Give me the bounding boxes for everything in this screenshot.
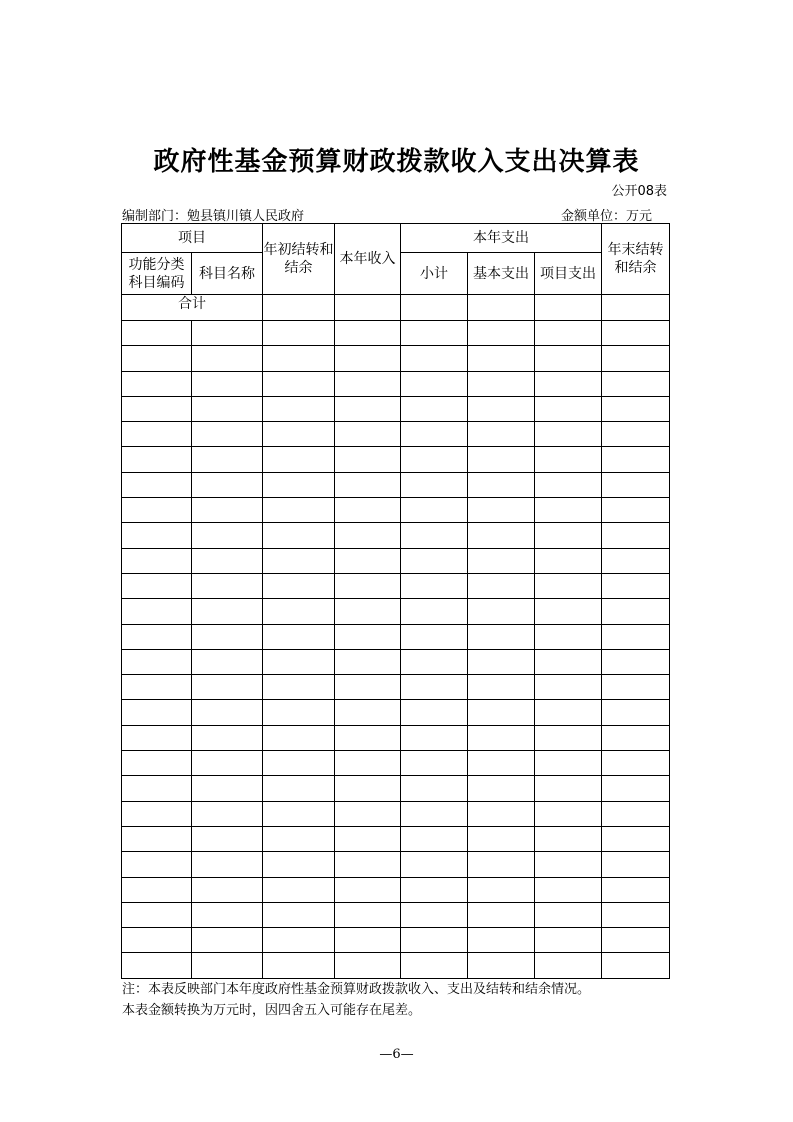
table-cell (401, 751, 468, 776)
table-cell (122, 573, 192, 598)
table-cell (401, 472, 468, 497)
table-row (122, 649, 670, 674)
table-row (122, 573, 670, 598)
table-cell (468, 953, 535, 978)
table-row (122, 624, 670, 649)
table-cell (535, 321, 602, 346)
table-cell (122, 599, 192, 624)
table-cell (602, 396, 670, 421)
table-cell (401, 649, 468, 674)
header-basic-exp: 基本支出 (468, 253, 535, 295)
table-cell (263, 573, 335, 598)
table-cell (535, 928, 602, 953)
table-cell (192, 725, 263, 750)
table-cell (535, 902, 602, 927)
table-cell (401, 573, 468, 598)
table-cell (263, 498, 335, 523)
table-cell (192, 599, 263, 624)
page-title: 政府性基金预算财政拨款收入支出决算表 (153, 147, 640, 177)
table-cell (122, 852, 192, 877)
table-cell (263, 725, 335, 750)
table-cell (122, 371, 192, 396)
table-cell (192, 321, 263, 346)
table-cell (122, 928, 192, 953)
table-cell (602, 346, 670, 371)
table-cell (335, 675, 401, 700)
table-cell (192, 675, 263, 700)
table-row (122, 725, 670, 750)
table-notes (122, 979, 590, 1021)
table-cell (335, 599, 401, 624)
table-cell (602, 548, 670, 573)
table-cell (602, 725, 670, 750)
table-cell (535, 700, 602, 725)
table-cell (535, 523, 602, 548)
table-cell (122, 624, 192, 649)
total-cell (468, 295, 535, 321)
table-cell (192, 422, 263, 447)
table-cell (335, 953, 401, 978)
table-row (122, 523, 670, 548)
table-cell (401, 371, 468, 396)
table-cell (401, 447, 468, 472)
table-row (122, 498, 670, 523)
total-cell (401, 295, 468, 321)
table-cell (535, 599, 602, 624)
table-cell (602, 700, 670, 725)
table-cell (122, 725, 192, 750)
table-row (122, 321, 670, 346)
table-cell (192, 776, 263, 801)
amount-unit: 金额单位：万元 (560, 209, 652, 224)
table-row (122, 852, 670, 877)
table-cell (192, 826, 263, 851)
table-cell (122, 649, 192, 674)
table-cell (535, 801, 602, 826)
table-cell (335, 649, 401, 674)
table-cell (122, 498, 192, 523)
table-cell (192, 751, 263, 776)
table-cell (263, 346, 335, 371)
table-cell (335, 725, 401, 750)
table-cell (192, 649, 263, 674)
table-cell (535, 776, 602, 801)
table-cell (401, 599, 468, 624)
table-cell (335, 902, 401, 927)
table-cell (468, 321, 535, 346)
table-cell (468, 472, 535, 497)
table-cell (602, 877, 670, 902)
table-cell (401, 852, 468, 877)
table-cell (401, 346, 468, 371)
table-cell (535, 498, 602, 523)
table-row (122, 422, 670, 447)
total-label: 合计 (122, 295, 263, 321)
header-subtotal: 小计 (401, 253, 468, 295)
table-row (122, 801, 670, 826)
table-cell (401, 422, 468, 447)
total-cell (535, 295, 602, 321)
table-cell (263, 928, 335, 953)
table-cell (122, 523, 192, 548)
table-cell (263, 902, 335, 927)
table-row (122, 675, 670, 700)
table-cell (468, 346, 535, 371)
table-row (122, 751, 670, 776)
table-cell (602, 422, 670, 447)
table-cell (263, 599, 335, 624)
table-cell (468, 649, 535, 674)
table-cell (263, 472, 335, 497)
table-cell (192, 953, 263, 978)
table-cell (122, 472, 192, 497)
header-expenditure: 本年支出 (401, 224, 602, 253)
header-subject-name: 科目名称 (192, 253, 263, 295)
table-cell (401, 321, 468, 346)
table-row (122, 928, 670, 953)
table-cell (401, 928, 468, 953)
table-cell (263, 675, 335, 700)
table-cell (401, 624, 468, 649)
table-cell (122, 396, 192, 421)
table-cell (401, 396, 468, 421)
table-cell (401, 953, 468, 978)
table-cell (602, 902, 670, 927)
table-cell (468, 422, 535, 447)
note-line: 本表金额转换为万元时，因四舍五入可能存在尾差。 (122, 1003, 422, 1018)
table-cell (468, 675, 535, 700)
table-cell (468, 801, 535, 826)
header-closing-balance: 年末结转和结余 (602, 224, 670, 295)
table-cell (602, 321, 670, 346)
table-cell (263, 321, 335, 346)
table-cell (335, 573, 401, 598)
table-cell (468, 928, 535, 953)
table-cell (263, 751, 335, 776)
table-cell (468, 573, 535, 598)
table-cell (335, 523, 401, 548)
table-cell (468, 624, 535, 649)
table-cell (263, 422, 335, 447)
table-cell (335, 928, 401, 953)
table-cell (535, 826, 602, 851)
table-cell (535, 852, 602, 877)
table-cell (122, 751, 192, 776)
table-cell (122, 675, 192, 700)
table-cell (192, 877, 263, 902)
page-number: —6— (379, 1047, 414, 1062)
table-cell (468, 447, 535, 472)
table-row (122, 396, 670, 421)
table-cell (263, 447, 335, 472)
table-cell (335, 776, 401, 801)
table-cell (263, 371, 335, 396)
total-row (122, 295, 670, 321)
table-row (122, 826, 670, 851)
table-cell (535, 548, 602, 573)
table-cell (535, 649, 602, 674)
table-cell (602, 928, 670, 953)
table-cell (122, 826, 192, 851)
table-row (122, 346, 670, 371)
table-cell (535, 371, 602, 396)
table-cell (192, 371, 263, 396)
table-cell (192, 346, 263, 371)
table-cell (335, 346, 401, 371)
table-cell (535, 675, 602, 700)
table-cell (122, 801, 192, 826)
table-cell (602, 447, 670, 472)
table-cell (602, 776, 670, 801)
table-cell (401, 877, 468, 902)
table-cell (192, 396, 263, 421)
total-cell (263, 295, 335, 321)
table-cell (192, 472, 263, 497)
table-cell (535, 573, 602, 598)
header-item: 项目 (122, 224, 263, 253)
table-cell (192, 700, 263, 725)
table-cell (602, 649, 670, 674)
table-cell (122, 346, 192, 371)
table-cell (602, 472, 670, 497)
budget-table (121, 223, 670, 979)
table-cell (468, 498, 535, 523)
table-cell (122, 953, 192, 978)
table-row (122, 700, 670, 725)
table-cell (468, 548, 535, 573)
table-cell (122, 422, 192, 447)
table-cell (122, 700, 192, 725)
table-cell (535, 422, 602, 447)
table-cell (335, 852, 401, 877)
table-cell (535, 346, 602, 371)
table-cell (335, 396, 401, 421)
table-cell (401, 700, 468, 725)
table-cell (122, 877, 192, 902)
department-label: 编制部门：勉县镇川镇人民政府 (122, 209, 305, 224)
total-cell (335, 295, 401, 321)
header-opening-balance: 年初结转和结余 (263, 224, 335, 295)
table-cell (335, 498, 401, 523)
table-cell (335, 826, 401, 851)
total-cell (602, 295, 670, 321)
table-cell (192, 624, 263, 649)
table-cell (602, 498, 670, 523)
table-cell (602, 801, 670, 826)
table-cell (468, 700, 535, 725)
table-cell (535, 751, 602, 776)
table-cell (602, 624, 670, 649)
table-cell (535, 725, 602, 750)
table-cell (335, 877, 401, 902)
table-cell (122, 447, 192, 472)
table-cell (122, 902, 192, 927)
table-cell (468, 396, 535, 421)
table-cell (263, 548, 335, 573)
table-row (122, 776, 670, 801)
table-cell (535, 953, 602, 978)
table-row (122, 447, 670, 472)
table-cell (263, 852, 335, 877)
table-cell (468, 826, 535, 851)
table-cell (468, 902, 535, 927)
table-cell (401, 902, 468, 927)
table-cell (535, 396, 602, 421)
table-cell (263, 826, 335, 851)
table-cell (263, 776, 335, 801)
table-cell (468, 523, 535, 548)
table-cell (263, 523, 335, 548)
table-cell (602, 599, 670, 624)
table-cell (401, 498, 468, 523)
table-cell (535, 472, 602, 497)
table-cell (122, 321, 192, 346)
table-cell (602, 953, 670, 978)
table-cell (263, 396, 335, 421)
table-cell (335, 801, 401, 826)
table-cell (335, 472, 401, 497)
table-cell (602, 523, 670, 548)
note-line: 注：本表反映部门本年度政府性基金预算财政拨款收入、支出及结转和结余情况。 (122, 982, 591, 997)
table-cell (122, 548, 192, 573)
header-income: 本年收入 (335, 224, 401, 295)
table-cell (468, 751, 535, 776)
table-cell (602, 675, 670, 700)
header-project-exp: 项目支出 (535, 253, 602, 295)
table-cell (263, 953, 335, 978)
table-cell (263, 801, 335, 826)
table-cell (602, 751, 670, 776)
table-cell (335, 422, 401, 447)
table-row (122, 472, 670, 497)
table-cell (468, 852, 535, 877)
table-cell (401, 523, 468, 548)
table-cell (535, 877, 602, 902)
table-cell (192, 523, 263, 548)
table-cell (263, 624, 335, 649)
table-cell (192, 928, 263, 953)
table-cell (335, 321, 401, 346)
table-cell (192, 801, 263, 826)
table-cell (468, 599, 535, 624)
table-row (122, 953, 670, 978)
table-cell (335, 700, 401, 725)
table-cell (401, 548, 468, 573)
table-cell (335, 548, 401, 573)
table-cell (468, 776, 535, 801)
table-cell (335, 447, 401, 472)
table-cell (535, 624, 602, 649)
table-cell (535, 447, 602, 472)
table-row (122, 877, 670, 902)
table-cell (192, 573, 263, 598)
table-row (122, 371, 670, 396)
form-number: 公开08表 (611, 184, 667, 199)
table-cell (602, 573, 670, 598)
table-cell (192, 902, 263, 927)
table-cell (401, 725, 468, 750)
table-cell (401, 776, 468, 801)
header-func-code: 功能分类科目编码 (122, 253, 192, 295)
table-cell (401, 801, 468, 826)
table-row (122, 548, 670, 573)
table-cell (468, 371, 535, 396)
table-cell (602, 852, 670, 877)
table-cell (263, 700, 335, 725)
table-cell (468, 877, 535, 902)
table-cell (468, 725, 535, 750)
table-cell (401, 826, 468, 851)
table-cell (401, 675, 468, 700)
table-cell (192, 852, 263, 877)
table-cell (602, 371, 670, 396)
table-row (122, 599, 670, 624)
table-cell (263, 649, 335, 674)
table-cell (192, 548, 263, 573)
table-cell (335, 751, 401, 776)
table-cell (263, 877, 335, 902)
table-cell (192, 498, 263, 523)
table-row (122, 902, 670, 927)
table-cell (122, 776, 192, 801)
table-cell (602, 826, 670, 851)
table-cell (192, 447, 263, 472)
table-cell (335, 371, 401, 396)
table-cell (335, 624, 401, 649)
